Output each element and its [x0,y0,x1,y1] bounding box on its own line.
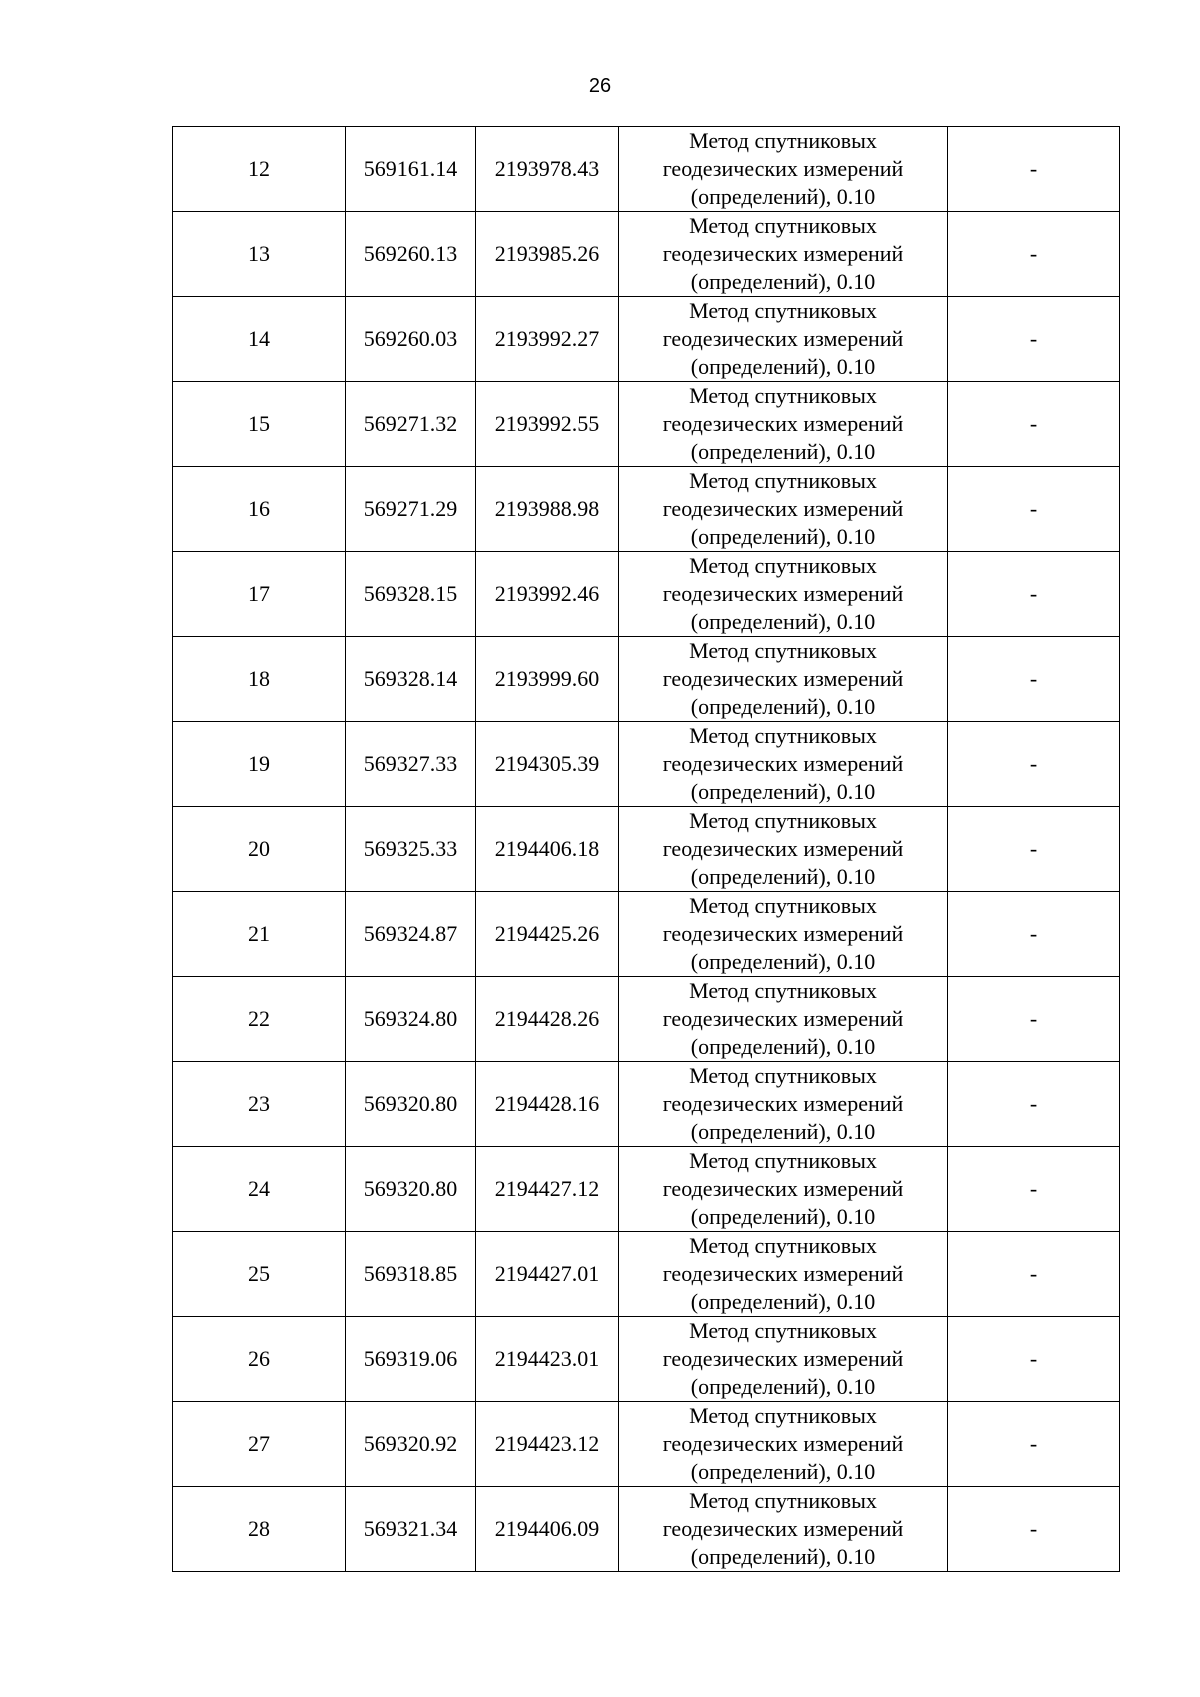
note-cell: - [948,467,1120,552]
table-row [173,467,1120,552]
method-text-line: Метод спутниковых [689,978,877,1003]
method-text-line: (определений), 0.10 [690,949,876,974]
point-number-cell: 28 [173,1487,346,1572]
method-text-line: Метод спутниковых [689,893,877,918]
method-text-line: Метод спутниковых [689,1233,877,1258]
method-text-line: (определений), 0.10 [690,864,876,889]
method-text-line: (определений), 0.10 [690,1289,876,1314]
table-row [173,127,1120,212]
y-coordinate-cell: 2194423.01 [476,1317,619,1402]
method-text-line: Метод спутниковых [689,383,877,408]
method-text-line: геодезических измерений [662,751,904,776]
method-text-line: геодезических измерений [662,1091,904,1116]
x-coordinate-cell: 569328.15 [346,552,476,637]
method-text-line: (определений), 0.10 [690,1119,876,1144]
table-row [173,1487,1120,1572]
y-coordinate-cell: 2193999.60 [476,637,619,722]
point-number-cell: 13 [173,212,346,297]
method-text-line: геодезических измерений [662,241,904,266]
x-coordinate-cell: 569271.32 [346,382,476,467]
method-text-line: Метод спутниковых [689,298,877,323]
method-cell [619,1402,948,1487]
y-coordinate-cell: 2194427.01 [476,1232,619,1317]
method-text-line: геодезических измерений [662,1006,904,1031]
table-row [173,1062,1120,1147]
y-coordinate-cell: 2193988.98 [476,467,619,552]
note-cell: - [948,1487,1120,1572]
point-number-cell: 16 [173,467,346,552]
point-number-cell: 15 [173,382,346,467]
method-text-line: (определений), 0.10 [690,524,876,549]
method-cell [619,297,948,382]
x-coordinate-cell: 569318.85 [346,1232,476,1317]
method-text-line: (определений), 0.10 [690,694,876,719]
point-number-cell: 20 [173,807,346,892]
table-row [173,382,1120,467]
note-cell: - [948,892,1120,977]
method-text-line: (определений), 0.10 [690,1544,876,1569]
method-text-line: геодезических измерений [662,496,904,521]
y-coordinate-cell: 2194427.12 [476,1147,619,1232]
method-text-line: геодезических измерений [662,1261,904,1286]
method-text-line: (определений), 0.10 [690,609,876,634]
point-number-cell: 19 [173,722,346,807]
note-cell: - [948,1402,1120,1487]
method-text-line: Метод спутниковых [689,1318,877,1343]
table-row [173,297,1120,382]
table-row [173,892,1120,977]
method-cell [619,722,948,807]
x-coordinate-cell: 569325.33 [346,807,476,892]
method-text-line: (определений), 0.10 [690,439,876,464]
method-cell [619,637,948,722]
note-cell: - [948,977,1120,1062]
y-coordinate-cell: 2194423.12 [476,1402,619,1487]
method-cell [619,892,948,977]
method-text-line: геодезических измерений [662,411,904,436]
method-text-line: геодезических измерений [662,666,904,691]
coordinates-table [172,126,1120,1572]
method-text-line: (определений), 0.10 [690,1459,876,1484]
method-text-line: Метод спутниковых [689,638,877,663]
point-number-cell: 22 [173,977,346,1062]
table-row [173,722,1120,807]
table-row [173,807,1120,892]
method-text-line: геодезических измерений [662,921,904,946]
point-number-cell: 24 [173,1147,346,1232]
method-text-line: Метод спутниковых [689,1488,877,1513]
point-number-cell: 25 [173,1232,346,1317]
y-coordinate-cell: 2194428.16 [476,1062,619,1147]
method-text-line: геодезических измерений [662,326,904,351]
method-cell [619,467,948,552]
method-text-line: Метод спутниковых [689,723,877,748]
table-row [173,552,1120,637]
method-text-line: Метод спутниковых [689,808,877,833]
table-row [173,1317,1120,1402]
method-cell [619,382,948,467]
method-cell [619,1062,948,1147]
method-cell [619,1487,948,1572]
note-cell: - [948,552,1120,637]
table-row [173,212,1120,297]
table-row [173,1147,1120,1232]
method-text-line: (определений), 0.10 [690,1204,876,1229]
method-text-line: Метод спутниковых [689,128,877,153]
point-number-cell: 12 [173,127,346,212]
note-cell: - [948,1232,1120,1317]
y-coordinate-cell: 2194406.18 [476,807,619,892]
method-cell [619,1317,948,1402]
method-text-line: геодезических измерений [662,1516,904,1541]
x-coordinate-cell: 569260.13 [346,212,476,297]
method-cell [619,1147,948,1232]
x-coordinate-cell: 569320.80 [346,1062,476,1147]
table-row [173,1232,1120,1317]
point-number-cell: 23 [173,1062,346,1147]
method-text-line: геодезических измерений [662,836,904,861]
method-cell [619,1232,948,1317]
x-coordinate-cell: 569328.14 [346,637,476,722]
method-text-line: геодезических измерений [662,1346,904,1371]
x-coordinate-cell: 569320.80 [346,1147,476,1232]
y-coordinate-cell: 2194305.39 [476,722,619,807]
x-coordinate-cell: 569321.34 [346,1487,476,1572]
point-number-cell: 21 [173,892,346,977]
method-text-line: геодезических измерений [662,156,904,181]
y-coordinate-cell: 2193985.26 [476,212,619,297]
page-number: 26 [588,75,612,97]
point-number-cell: 17 [173,552,346,637]
method-text-line: Метод спутниковых [689,1148,877,1173]
note-cell: - [948,127,1120,212]
method-text-line: Метод спутниковых [689,1063,877,1088]
y-coordinate-cell: 2193992.27 [476,297,619,382]
point-number-cell: 27 [173,1402,346,1487]
x-coordinate-cell: 569320.92 [346,1402,476,1487]
note-cell: - [948,382,1120,467]
table-row [173,637,1120,722]
point-number-cell: 14 [173,297,346,382]
note-cell: - [948,1317,1120,1402]
point-number-cell: 26 [173,1317,346,1402]
x-coordinate-cell: 569324.80 [346,977,476,1062]
method-text-line: (определений), 0.10 [690,269,876,294]
x-coordinate-cell: 569319.06 [346,1317,476,1402]
method-text-line: (определений), 0.10 [690,354,876,379]
point-number-cell: 18 [173,637,346,722]
note-cell: - [948,1062,1120,1147]
method-text-line: Метод спутниковых [689,213,877,238]
y-coordinate-cell: 2193992.55 [476,382,619,467]
table-row [173,977,1120,1062]
note-cell: - [948,637,1120,722]
method-cell [619,977,948,1062]
table-row [173,1402,1120,1487]
method-text-line: Метод спутниковых [689,553,877,578]
x-coordinate-cell: 569324.87 [346,892,476,977]
method-text-line: (определений), 0.10 [690,1374,876,1399]
method-cell [619,552,948,637]
y-coordinate-cell: 2193992.46 [476,552,619,637]
y-coordinate-cell: 2193978.43 [476,127,619,212]
note-cell: - [948,1147,1120,1232]
method-text-line: геодезических измерений [662,1431,904,1456]
method-text-line: Метод спутниковых [689,1403,877,1428]
note-cell: - [948,807,1120,892]
y-coordinate-cell: 2194406.09 [476,1487,619,1572]
note-cell: - [948,297,1120,382]
y-coordinate-cell: 2194425.26 [476,892,619,977]
x-coordinate-cell: 569327.33 [346,722,476,807]
note-cell: - [948,722,1120,807]
note-cell: - [948,212,1120,297]
method-text-line: (определений), 0.10 [690,184,876,209]
x-coordinate-cell: 569271.29 [346,467,476,552]
coordinates-table-body [173,127,1120,1572]
method-cell [619,127,948,212]
x-coordinate-cell: 569161.14 [346,127,476,212]
y-coordinate-cell: 2194428.26 [476,977,619,1062]
method-text-line: (определений), 0.10 [690,779,876,804]
x-coordinate-cell: 569260.03 [346,297,476,382]
method-text-line: (определений), 0.10 [690,1034,876,1059]
method-cell [619,212,948,297]
method-cell [619,807,948,892]
method-text-line: геодезических измерений [662,1176,904,1201]
method-text-line: Метод спутниковых [689,468,877,493]
method-text-line: геодезических измерений [662,581,904,606]
